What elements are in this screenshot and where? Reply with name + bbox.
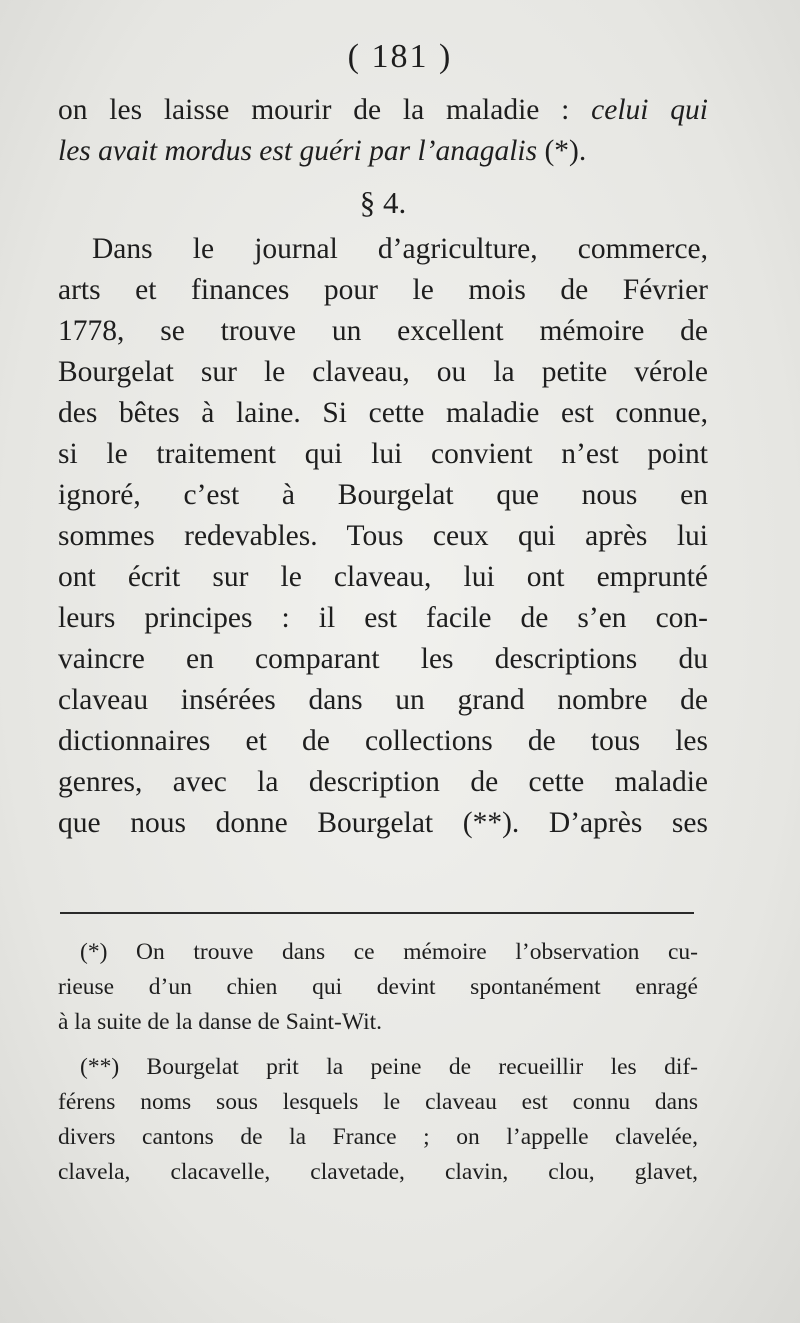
main-text <box>58 90 708 844</box>
footnote-line: (**) Bourgelat prit la peine de recueillir les dif- <box>80 1054 698 1080</box>
paragraph-line: claveau insérées dans un grand nombre de <box>58 684 708 716</box>
paragraph-line: des bêtes à laine. Si cette maladie est connue, <box>58 397 708 429</box>
paragraph-line: Bourgelat sur le claveau, ou la petite vérole <box>58 356 708 388</box>
section-heading: § 4. <box>359 185 407 220</box>
paragraph-line: que nous donne Bourgelat (**). D’après ses <box>58 807 708 839</box>
paragraph-line: ignoré, c’est à Bourgelat que nous en <box>58 479 708 511</box>
footnote-rule <box>60 912 694 914</box>
paragraph-line: sommes redevables. Tous ceux qui après lui <box>58 520 708 552</box>
page-number: ( 181 ) <box>347 38 453 75</box>
paragraph-line: 1778, se trouve un excellent mémoire de <box>58 315 708 347</box>
italic-span: les avait mordus est guéri par l’anagalis <box>58 135 538 167</box>
paragraph-line: leurs principes : il est facile de s’en con- <box>58 602 708 634</box>
text-line <box>58 90 708 131</box>
footnote-ref: (*). <box>544 135 587 167</box>
footnote-line: à la suite de la danse de Saint-Wit. <box>58 1009 383 1035</box>
footnote-line: rieuse d’un chien qui devint spontanément enragé <box>58 974 698 1000</box>
paragraph-line: ont écrit sur le claveau, lui ont emprunté <box>58 561 708 593</box>
footnote-line: divers cantons de la France ; on l’appelle clavelée, <box>58 1124 698 1150</box>
paragraph-line: genres, avec la description de cette maladie <box>58 766 708 798</box>
paragraph-line: arts et finances pour le mois de Février <box>58 274 708 306</box>
text-line <box>58 131 708 172</box>
paragraph-line: si le traitement qui lui convient n’est point <box>58 438 708 470</box>
footnote-line: férens noms sous lesquels le claveau est connu dans <box>58 1089 698 1115</box>
text-span: on les laisse mourir de la maladie : <box>58 94 570 126</box>
footnotes <box>58 935 698 1190</box>
paragraph-line: Dans le journal d’agriculture, commerce, <box>92 233 708 265</box>
italic-span: celui qui <box>591 94 708 126</box>
paragraph-line: vaincre en comparant les descriptions du <box>58 643 708 675</box>
footnote-line: (*) On trouve dans ce mémoire l’observation cu- <box>80 939 698 965</box>
footnote-gap <box>58 1040 698 1050</box>
paragraph-line: dictionnaires et de collections de tous les <box>58 725 708 757</box>
footnote-line: clavela, clacavelle, clavetade, clavin, clou, glavet, <box>58 1159 698 1185</box>
